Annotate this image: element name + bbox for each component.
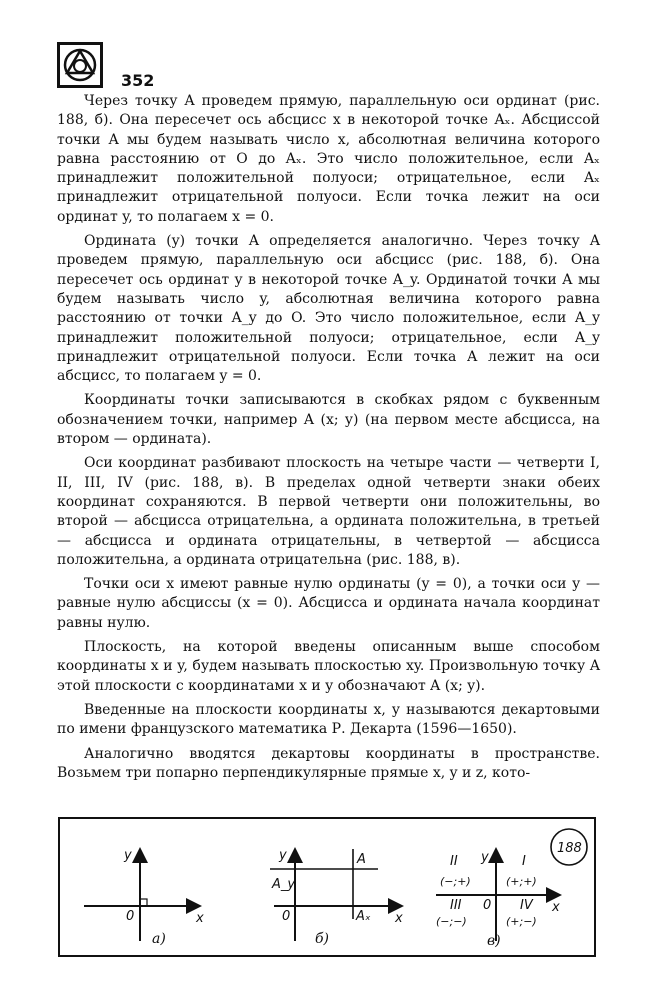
origin-label: 0 [483,898,492,913]
quadrant-4-signs: (+;−) [506,915,537,928]
paragraph-axis-points: Точки оси x имеют равные нулю ординаты (y = 0), а точки оси y — равные нулю абсциссы (x = 0). Абсцисса и ордината начала координат равны нулю. [57,576,600,631]
x-axis-label: x [196,911,204,926]
y-axis-label: y [279,848,287,863]
book-logo-icon [57,42,103,88]
quadrant-3-signs: (−;−) [436,915,467,928]
x-axis-label: x [552,900,560,915]
page-number: 352 [121,71,155,90]
point-a-label: A [357,852,366,867]
paragraph-cartesian: Введенные на плоскости координаты x, y называются декартовыми по имени французского математика Р. Декарта (1596—1650). [57,701,600,738]
right-angle-mark [140,899,147,906]
y-axis-label: y [481,850,489,865]
quadrant-2-label: II [450,854,458,869]
point-ax-label: Aₓ [356,909,371,924]
quadrant-3-label: III [450,898,462,913]
caption-b: б) [315,931,330,947]
coordinate-axes-diagram [60,819,598,959]
main-text [57,92,600,788]
quadrant-4-label: IV [520,898,533,913]
quadrant-1-label: I [522,854,526,869]
origin-label: 0 [126,909,135,924]
x-axis-label: x [395,911,403,926]
quadrant-1-signs: (+;+) [506,875,537,888]
paragraph-quadrants: Оси координат разбивают плоскость на четыре части — четверти I, II, III, IV (рис. 188, в). В пределах одной четверти знаки обеих координат сохраняются. В первой четверти они положительны, во второй — абсцисса отрицательна, а ордината положительна, в третьей — абсцисса и ордината отрицательны, в четвертой — абсцисса положительна, а ордината отрицательна (рис. 188, в). [57,455,600,568]
paragraph-xy-plane: Плоскость, на которой введены описанным выше способом координаты x и y, будем называть плоскостью xy. Произвольную точку A этой плоскости с координатами x и y обозначают A (x; y). [57,639,600,694]
quadrant-2-signs: (−;+) [440,875,471,888]
origin-label: 0 [282,909,291,924]
figure-188 [58,817,596,957]
panel-b [270,848,403,947]
paragraph-abscissa: Через точку A проведем прямую, параллельную оси ординат (рис. 188, б). Она пересечет ось абсцисс x в некоторой точке Aₓ. Абсциссой точки A мы будем называть число x, абсолютная величина которого равна расстоянию от O до Aₓ. Это число положительное, если Aₓ принадлежит положительной полуоси; отрицательное, если Aₓ принадлежит отрицательной полуоси. Если точка лежит на оси ординат y, то полагаем x = 0. [57,93,600,225]
paragraph-ordinate: Ордината (y) точки A определяется аналогично. Через точку A проведем прямую, параллельную оси абсцисс (рис. 188, б). Она пересечет ось ординат y в некоторой точке A_y. Ординатой точки A мы будем называть число y, абсолютная величина которого равна расстоянию от точки A_y до O. Это число положительное, если A_y принадлежит положительной полуоси; отрицательное, если A_y принадлежит отрицательной полуоси. Если точка A лежит на оси абсцисс, то полагаем y = 0. [57,233,600,385]
figure-number: 188 [557,841,582,856]
panel-c [436,829,587,949]
point-ay-label: A_y [272,877,296,892]
caption-c: в) [487,933,501,949]
caption-a: а) [152,931,166,947]
y-axis-label: y [124,848,132,863]
paragraph-notation: Координаты точки записываются в скобках рядом с буквенным обозначением точки, например A (x; y) (на первом месте абсцисса, на втором — ордината). [57,392,600,448]
panel-a [84,848,204,947]
paragraph-space: Аналогично вводятся декартовы координаты в пространстве. Возьмем три попарно перпендикулярные прямые x, y и z, кото- [57,745,600,781]
